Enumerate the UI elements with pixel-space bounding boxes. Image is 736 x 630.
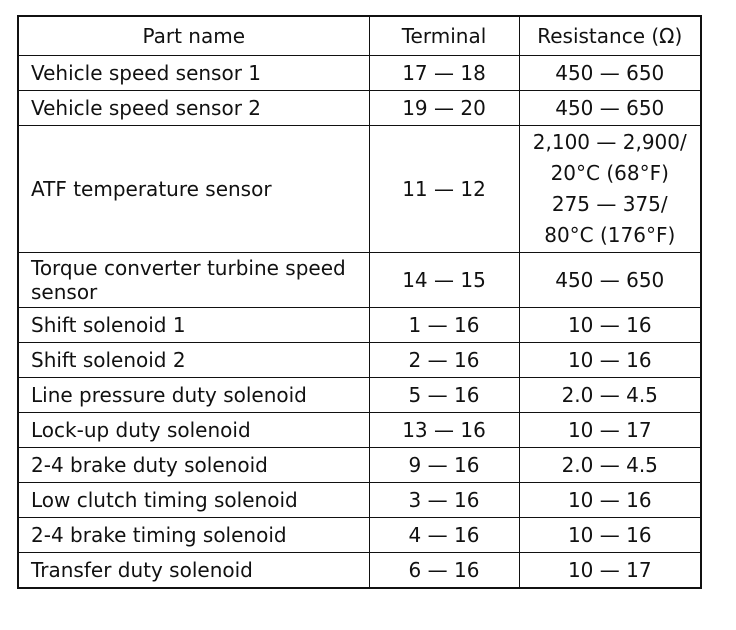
table-row — [18, 448, 701, 483]
resistance-cell: 2.0 — 4.5 — [519, 378, 701, 413]
resistance-spec-table — [17, 15, 702, 589]
terminal-cell: 11 — 12 — [369, 126, 519, 253]
part-name-cell: Low clutch timing solenoid — [18, 483, 369, 518]
part-name-cell: Torque converter turbine speed sensor — [18, 253, 369, 308]
resistance-cell: 450 — 650 — [519, 91, 701, 126]
resistance-cell: 10 — 16 — [519, 308, 701, 343]
terminal-cell: 3 — 16 — [369, 483, 519, 518]
resistance-line: 80°C (176°F) — [544, 223, 676, 247]
table-row — [18, 253, 701, 308]
part-name-cell: Transfer duty solenoid — [18, 553, 369, 589]
table-row — [18, 126, 701, 253]
resistance-cell: 2.0 — 4.5 — [519, 448, 701, 483]
terminal-cell: 19 — 20 — [369, 91, 519, 126]
resistance-cell: 10 — 17 — [519, 553, 701, 589]
terminal-cell: 5 — 16 — [369, 378, 519, 413]
resistance-line: 20°C (68°F) — [550, 161, 669, 185]
table-row — [18, 56, 701, 91]
resistance-line: 275 — 375/ — [551, 192, 668, 216]
header-terminal: Terminal — [369, 16, 519, 56]
part-name-cell: 2-4 brake duty solenoid — [18, 448, 369, 483]
terminal-cell: 2 — 16 — [369, 343, 519, 378]
part-name-cell: Lock-up duty solenoid — [18, 413, 369, 448]
header-part-name: Part name — [18, 16, 369, 56]
part-name-cell: Shift solenoid 2 — [18, 343, 369, 378]
terminal-cell: 9 — 16 — [369, 448, 519, 483]
table-header-row — [18, 16, 701, 56]
table-row — [18, 343, 701, 378]
table-row — [18, 91, 701, 126]
table-row — [18, 483, 701, 518]
terminal-cell: 6 — 16 — [369, 553, 519, 589]
resistance-cell: 450 — 650 — [519, 253, 701, 308]
terminal-cell: 17 — 18 — [369, 56, 519, 91]
header-resistance: Resistance (Ω) — [519, 16, 701, 56]
part-name-cell: Line pressure duty solenoid — [18, 378, 369, 413]
part-name-cell: Vehicle speed sensor 2 — [18, 91, 369, 126]
terminal-cell: 4 — 16 — [369, 518, 519, 553]
terminal-cell: 14 — 15 — [369, 253, 519, 308]
table-row — [18, 308, 701, 343]
resistance-cell: 10 — 16 — [519, 343, 701, 378]
part-name-cell: Shift solenoid 1 — [18, 308, 369, 343]
table-row — [18, 553, 701, 589]
table-row — [18, 378, 701, 413]
resistance-cell: 10 — 16 — [519, 518, 701, 553]
part-name-cell: ATF temperature sensor — [18, 126, 369, 253]
resistance-cell: 450 — 650 — [519, 56, 701, 91]
terminal-cell: 1 — 16 — [369, 308, 519, 343]
resistance-cell: 10 — 16 — [519, 483, 701, 518]
terminal-cell: 13 — 16 — [369, 413, 519, 448]
part-name-cell: 2-4 brake timing solenoid — [18, 518, 369, 553]
resistance-cell: 10 — 17 — [519, 413, 701, 448]
table-row — [18, 413, 701, 448]
resistance-cell — [519, 126, 701, 253]
table-row — [18, 518, 701, 553]
part-name-cell: Vehicle speed sensor 1 — [18, 56, 369, 91]
resistance-line: 2,100 — 2,900/ — [532, 130, 687, 154]
